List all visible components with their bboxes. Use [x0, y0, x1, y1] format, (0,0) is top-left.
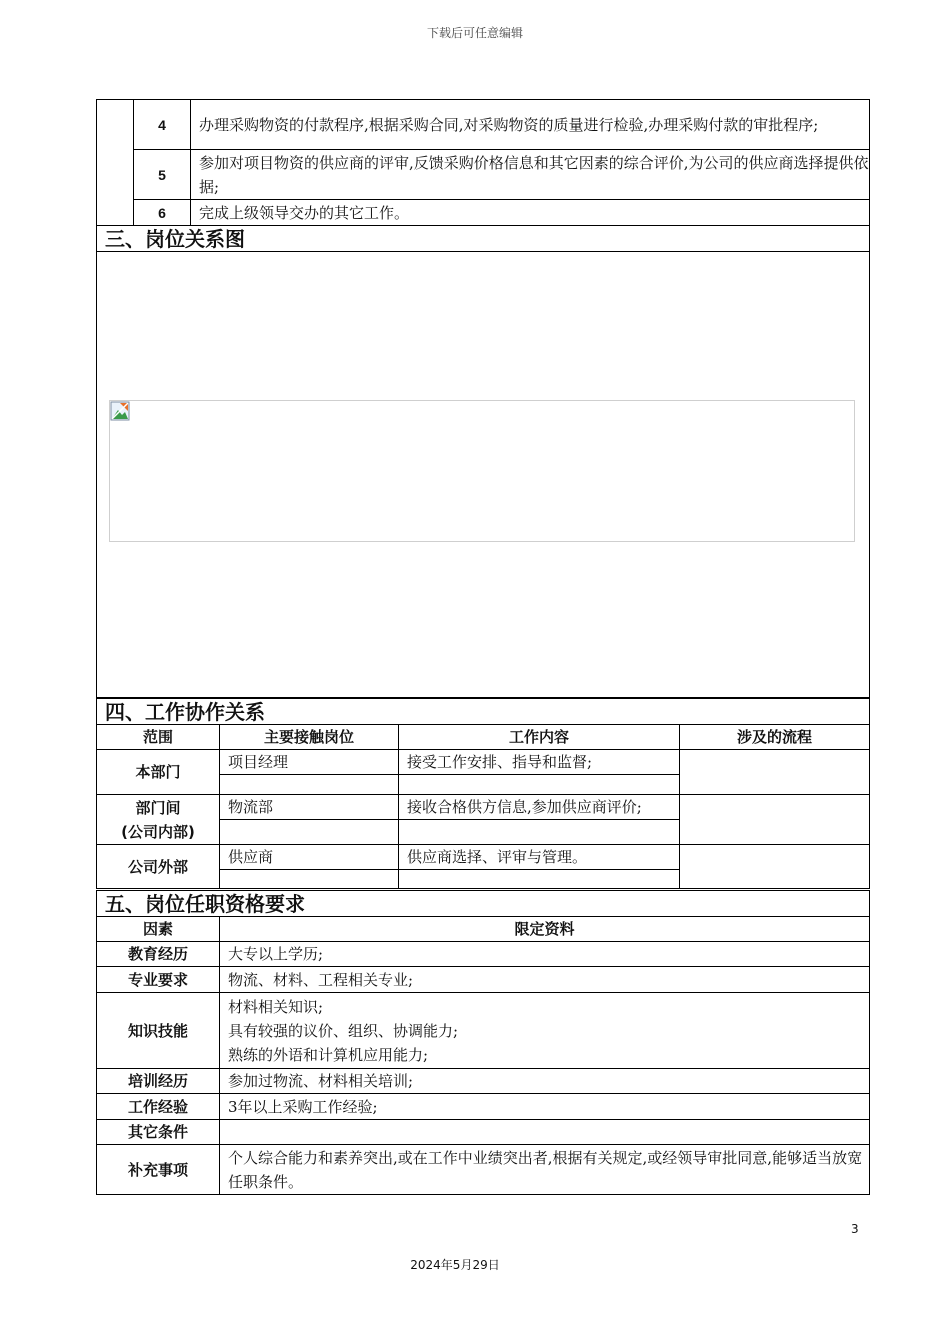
duty-number: 5 — [134, 150, 191, 200]
column-header: 涉及的流程 — [680, 725, 870, 750]
factor-cell: 工作经验 — [97, 1094, 220, 1120]
table-header-row — [97, 917, 870, 942]
table-row — [97, 942, 870, 967]
post-cell: 物流部 — [220, 795, 399, 820]
content-cell: 接收合格供方信息,参加供应商评价; — [399, 795, 680, 820]
table-row — [97, 967, 870, 993]
table-row — [97, 1094, 870, 1120]
column-header: 范围 — [97, 725, 220, 750]
page-number: 3 — [851, 1222, 859, 1236]
requirement-cell: 物流、材料、工程相关专业; — [220, 967, 870, 993]
scope-line: (公司内部) — [121, 822, 195, 841]
requirement-cell: 大专以上学历; — [220, 942, 870, 967]
post-cell — [220, 775, 399, 795]
factor-cell: 知识技能 — [97, 993, 220, 1069]
requirement-line: 熟练的外语和计算机应用能力; — [228, 1045, 429, 1064]
table-row — [97, 1069, 870, 1094]
factor-cell: 培训经历 — [97, 1069, 220, 1094]
factor-cell: 专业要求 — [97, 967, 220, 993]
factor-cell: 教育经历 — [97, 942, 220, 967]
page-header: 下载后可任意编辑 — [426, 26, 523, 40]
process-cell — [680, 750, 870, 795]
requirement-cell: 参加过物流、材料相关培训; — [220, 1069, 870, 1094]
content-cell: 供应商选择、评审与管理。 — [399, 845, 680, 870]
table-row — [97, 845, 870, 870]
duty-text: 参加对项目物资的供应商的评审,反馈采购价格信息和其它因素的综合评价,为公司的供应商选择提供依据; — [191, 150, 870, 200]
content-cell: 接受工作安排、指导和监督; — [399, 750, 680, 775]
duty-row — [97, 150, 870, 200]
requirement-cell — [220, 993, 870, 1069]
qualification-table — [96, 890, 870, 1195]
post-cell: 项目经理 — [220, 750, 399, 775]
section4-title: 四、工作协作关系 — [97, 699, 870, 725]
requirement-cell — [220, 1120, 870, 1145]
scope-cell: 公司外部 — [97, 845, 220, 889]
factor-cell: 补充事项 — [97, 1145, 220, 1195]
table-row — [97, 993, 870, 1069]
duty-row — [97, 200, 870, 226]
scope-cell — [97, 795, 220, 845]
collaboration-table — [96, 698, 870, 889]
scope-cell: 本部门 — [97, 750, 220, 795]
relationship-diagram-image — [109, 400, 855, 542]
process-cell — [680, 845, 870, 889]
content-cell — [399, 820, 680, 845]
column-header: 主要接触岗位 — [220, 725, 399, 750]
post-cell — [220, 820, 399, 845]
column-header: 因素 — [97, 917, 220, 942]
post-cell: 供应商 — [220, 845, 399, 870]
requirement-cell: 3年以上采购工作经验; — [220, 1094, 870, 1120]
footer-date: 2024年5月29日 — [410, 1258, 500, 1272]
duty-text: 办理采购物资的付款程序,根据采购合同,对采购物资的质量进行检验,办理采购付款的审批程序; — [191, 100, 870, 150]
duties-table — [96, 99, 870, 698]
relationship-diagram-area — [97, 252, 870, 698]
section5-title: 五、岗位任职资格要求 — [97, 891, 870, 917]
requirement-cell: 个人综合能力和素养突出,或在工作中业绩突出者,根据有关规定,或经领导审批同意,能够适当放宽任职条件。 — [220, 1145, 870, 1195]
table-row — [97, 1145, 870, 1195]
post-cell — [220, 870, 399, 889]
scope-line: 部门间 — [135, 798, 181, 817]
duty-row — [97, 100, 870, 150]
content-cell — [399, 870, 680, 889]
content-cell — [399, 775, 680, 795]
factor-cell: 其它条件 — [97, 1120, 220, 1145]
table-row — [97, 750, 870, 775]
duty-number: 6 — [134, 200, 191, 226]
section3-title: 三、岗位关系图 — [97, 226, 870, 252]
column-header: 限定资料 — [220, 917, 870, 942]
table-row — [97, 795, 870, 820]
process-cell — [680, 795, 870, 845]
requirement-line: 具有较强的议价、组织、协调能力; — [228, 1021, 459, 1040]
column-header: 工作内容 — [399, 725, 680, 750]
table-header-row — [97, 725, 870, 750]
duty-number: 4 — [134, 100, 191, 150]
broken-image-icon — [110, 401, 130, 421]
table-row — [97, 1120, 870, 1145]
duty-text: 完成上级领导交办的其它工作。 — [191, 200, 870, 226]
duty-side-cell — [97, 100, 134, 226]
requirement-line: 材料相关知识; — [228, 997, 324, 1016]
